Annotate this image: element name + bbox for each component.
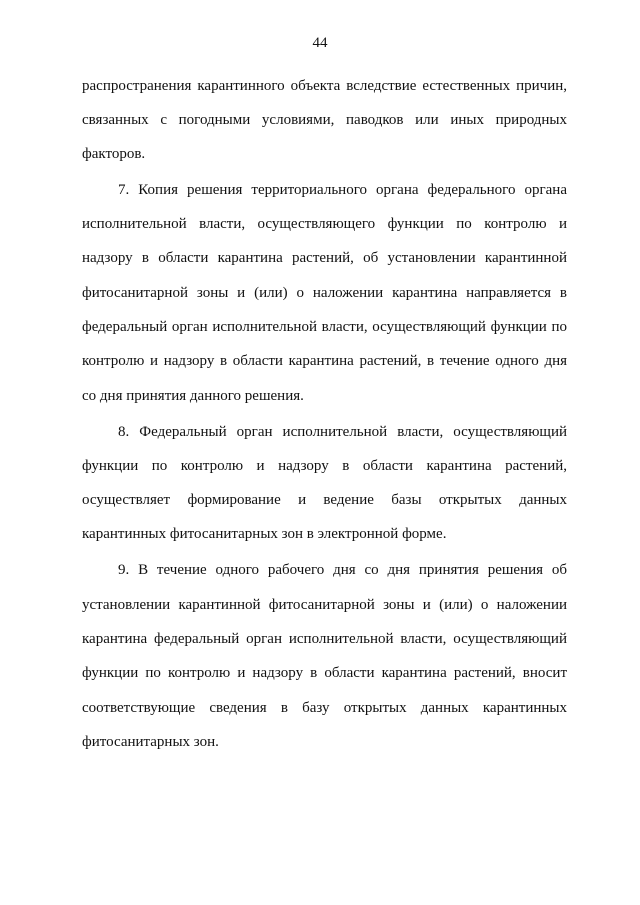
paragraph-7-line: 7. Копия решения территориального органа федерального органа — [118, 182, 567, 198]
text-line: установлении карантинной фитосанитарной зоны и (или) о наложении — [82, 597, 567, 613]
text-line: федеральный орган исполнительной власти, осуществляющий функции по — [82, 319, 567, 335]
text-line: функции по контролю и надзору в области карантина растений, — [82, 458, 567, 474]
text-line: связанных с погодными условиями, паводков или иных природных — [82, 112, 567, 128]
text-line: распространения карантинного объекта вследствие естественных причин, — [82, 78, 567, 94]
text-line: карантинных фитосанитарных зон в электронной форме. — [82, 526, 447, 542]
text-line: надзору в области карантина растений, об установлении карантинной — [82, 250, 567, 266]
text-line: осуществляет формирование и ведение базы открытых данных — [82, 492, 567, 508]
text-line: контролю и надзору в области карантина растений, в течение одного дня — [82, 353, 567, 369]
text-line: карантина федеральный орган исполнительной власти, осуществляющий — [82, 631, 567, 647]
text-line: функции по контролю и надзору в области карантина растений, вносит — [82, 665, 567, 681]
text-line: фитосанитарной зоны и (или) о наложении карантина направляется в — [82, 285, 567, 301]
text-line: исполнительной власти, осуществляющего функции по контролю и — [82, 216, 567, 232]
paragraph-9-line: 9. В течение одного рабочего дня со дня принятия решения об — [118, 562, 567, 578]
text-line: соответствующие сведения в базу открытых данных карантинных — [82, 700, 567, 716]
text-line: фитосанитарных зон. — [82, 734, 219, 750]
text-line: факторов. — [82, 146, 146, 162]
page-number: 44 — [312, 35, 328, 51]
paragraph-8-line: 8. Федеральный орган исполнительной власти, осуществляющий — [118, 424, 567, 440]
text-line: со дня принятия данного решения. — [82, 388, 304, 404]
